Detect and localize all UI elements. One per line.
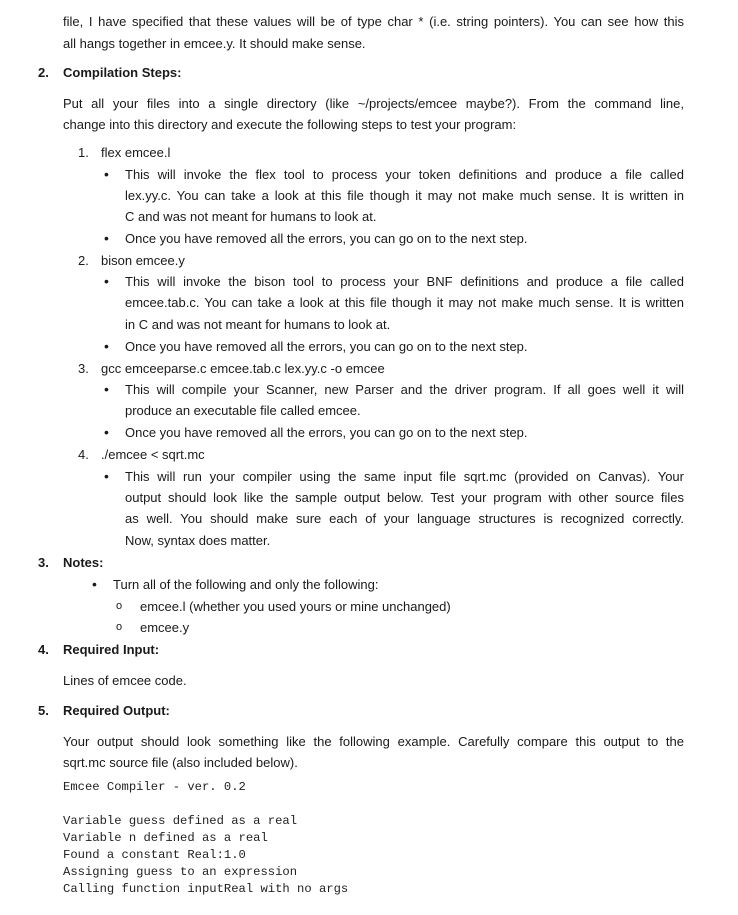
bullet-text: produce an executable file called emcee. [125,403,361,418]
bullet-text: Once you have removed all the errors, you can go on to the next step. [125,425,528,440]
step-number: 2. [78,253,89,268]
step-command: gcc emceeparse.c emcee.tab.c lex.yy.c -o emcee [101,361,385,376]
paragraph-line: sqrt.mc source file (also included below). [63,755,298,770]
intro-line: file, I have specified that these values will be of type char * (i.e. string pointers). You can see how this [63,14,684,29]
step-number: 1. [78,145,89,160]
bullet-text: Once you have removed all the errors, you can go on to the next step. [125,339,528,354]
bullet-text: Turn all of the following and only the following: [113,577,379,592]
section-number: 5. [38,703,49,718]
bullet-text: output should look like the sample output below. Test your program with other source files [125,490,684,505]
bullet-text: This will compile your Scanner, new Parser and the driver program. If all goes well it will [125,382,684,397]
paragraph-line: Put all your files into a single directory (like ~/projects/emcee maybe?). From the command line, [63,96,684,111]
bullet-icon: • [92,576,97,592]
paragraph-line: Your output should look something like the following example. Carefully compare this output to the [63,734,684,749]
bullet-text: C and was not meant for humans to look at. [125,209,377,224]
circle-bullet-icon: o [116,600,123,612]
bullet-text: as well. You should make sure each of your language structures is recognized correctly. [125,511,684,526]
bullet-icon: • [104,338,109,354]
step-number: 4. [78,447,89,462]
step-command: bison emcee.y [101,253,185,268]
step-command: ./emcee < sqrt.mc [101,447,205,462]
bullet-icon: • [104,424,109,440]
section-heading: Required Input: [63,642,160,657]
paragraph-line: change into this directory and execute the following steps to test your program: [63,117,517,132]
section-heading: Required Output: [63,703,170,718]
bullet-text: in C and was not meant for humans to look at. [125,317,391,332]
bullet-text: This will run your compiler using the same input file sqrt.mc (provided on Canvas). Your [125,469,684,484]
output-line: Found a constant Real:1.0 [63,848,246,862]
circle-bullet-icon: o [116,621,123,633]
sub-bullet-text: emcee.l (whether you used yours or mine unchanged) [140,599,451,614]
bullet-text: This will invoke the flex tool to process your token definitions and produce a file called [125,167,684,182]
bullet-text: lex.yy.c. You can take a look at this file though it may not make much sense. It is written in [125,188,684,203]
output-line: Variable guess defined as a real [63,814,298,828]
bullet-icon: • [104,166,109,182]
intro-line: all hangs together in emcee.y. It should make sense. [63,36,366,51]
output-line: Assigning guess to an expression [63,865,298,879]
bullet-text: Now, syntax does matter. [125,533,271,548]
step-number: 3. [78,361,89,376]
paragraph-line: Lines of emcee code. [63,673,187,688]
bullet-text: Once you have removed all the errors, you can go on to the next step. [125,231,528,246]
bullet-text: This will invoke the bison tool to process your BNF definitions and produce a file called [125,274,684,289]
section-number: 3. [38,555,49,570]
bullet-icon: • [104,468,109,484]
section-number: 4. [38,642,49,657]
step-command: flex emcee.l [101,145,171,160]
bullet-icon: • [104,230,109,246]
section-heading: Notes: [63,555,104,570]
section-number: 2. [38,65,49,80]
output-header: Emcee Compiler - ver. 0.2 [63,780,246,794]
section-heading: Compilation Steps: [63,65,182,80]
output-line: Calling function inputReal with no args [63,882,349,896]
output-line: Variable n defined as a real [63,831,268,845]
bullet-icon: • [104,381,109,397]
bullet-icon: • [104,273,109,289]
bullet-text: emcee.tab.c. You can take a look at this file though it may not make much sense. It is written [125,295,684,310]
sub-bullet-text: emcee.y [140,620,190,635]
